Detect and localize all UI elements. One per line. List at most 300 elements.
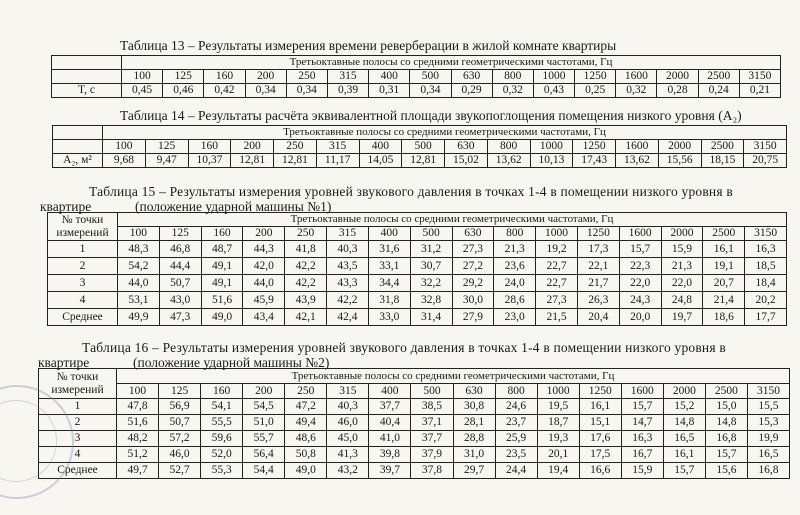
table16-row-4 (39, 447, 790, 463)
table15-cell: 15,7 (619, 241, 661, 258)
table15-freq-1000: 1000 (536, 227, 578, 241)
table16-freq-400: 400 (369, 384, 411, 399)
table16-cell: 48,6 (285, 431, 327, 447)
table15-cell: 31,6 (368, 241, 410, 258)
table16-cell: 55,5 (201, 415, 243, 431)
table16-row-label: 4 (39, 447, 117, 463)
table15-cell: 48,3 (118, 241, 160, 258)
table15-row-2 (48, 258, 787, 275)
table14-freq-row (53, 140, 787, 154)
table14-freq-125: 125 (145, 140, 188, 154)
table15-cell: 21,3 (661, 258, 703, 275)
table13-freq-100: 100 (122, 70, 163, 84)
table15-caption-line2b: (положение ударной машины №1) (135, 199, 332, 214)
table15-cell: 42,4 (327, 309, 369, 326)
table16-freq-2500: 2500 (705, 384, 747, 399)
table13-freq-2500: 2500 (698, 70, 739, 84)
table16 (38, 368, 790, 479)
table15-cell: 33,0 (368, 309, 410, 326)
table14-freq-630: 630 (445, 140, 488, 154)
table16-cell: 59,6 (201, 431, 243, 447)
table15-cell: 49,1 (201, 258, 243, 275)
table13-cell: 0,39 (327, 84, 368, 98)
table15-cell: 24,0 (494, 275, 536, 292)
table15-cell: 27,2 (452, 258, 494, 275)
table15-corner-cell: № точки измерений (48, 213, 118, 241)
table15-row-label: Среднее (48, 309, 118, 326)
table15-cell: 44,3 (243, 241, 285, 258)
table16-cell: 19,3 (537, 431, 579, 447)
table13-cell: 0,24 (698, 84, 739, 98)
table16-cell: 15,1 (579, 415, 621, 431)
table15-cell: 21,5 (536, 309, 578, 326)
table15-freq-800: 800 (494, 227, 536, 241)
table15-freq-1600: 1600 (619, 227, 661, 241)
table15-freq-125: 125 (159, 227, 201, 241)
table16-cell: 15,6 (705, 463, 747, 479)
table13-row-1 (52, 84, 781, 98)
table14 (52, 125, 787, 168)
table15-cell: 24,3 (619, 292, 661, 309)
table15-freq-315: 315 (327, 227, 369, 241)
table13-cell: 0,34 (410, 84, 451, 98)
table14-cell: 12,81 (274, 154, 317, 168)
table16-cell: 37,8 (411, 463, 453, 479)
table14-freq-160: 160 (188, 140, 231, 154)
table15-cell: 49,0 (201, 309, 243, 326)
table16-cell: 24,6 (495, 399, 537, 415)
table14-cell: 18,15 (701, 154, 744, 168)
table15-cell: 21,3 (494, 241, 536, 258)
table15-cell: 23,0 (494, 309, 536, 326)
table15-cell: 22,0 (619, 275, 661, 292)
table16-row-label: 1 (39, 399, 117, 415)
table16-cell: 16,7 (621, 447, 663, 463)
table15-row-label: 3 (48, 275, 118, 292)
table13-freq-800: 800 (492, 70, 533, 84)
table15-cell: 27,3 (452, 241, 494, 258)
table16-cell: 19,4 (537, 463, 579, 479)
table15-cell: 15,9 (661, 241, 703, 258)
table13-freq-row (52, 70, 781, 84)
table16-cell: 19,5 (537, 399, 579, 415)
table13-freq-500: 500 (410, 70, 451, 84)
table15-cell: 29,2 (452, 275, 494, 292)
table13-cell: 0,43 (533, 84, 574, 98)
table16-freq-500: 500 (411, 384, 453, 399)
table16-cell: 47,8 (117, 399, 159, 415)
table14-cell: 15,56 (658, 154, 701, 168)
table16-cell: 28,1 (453, 415, 495, 431)
table13-freq-250: 250 (286, 70, 327, 84)
table13-freq-corner (52, 70, 122, 84)
table15-cell: 18,5 (745, 258, 787, 275)
table15-freq-row (48, 227, 787, 241)
table16-cell: 23,7 (495, 415, 537, 431)
table16-cell: 37,7 (411, 431, 453, 447)
table15-freq-250: 250 (285, 227, 327, 241)
table16-freq-row (39, 384, 790, 399)
table16-cell: 40,4 (369, 415, 411, 431)
table15-cell: 49,9 (118, 309, 160, 326)
table16-cell: 17,6 (579, 431, 621, 447)
table16-row-label: 2 (39, 415, 117, 431)
table16-freq-160: 160 (201, 384, 243, 399)
table15-cell: 27,9 (452, 309, 494, 326)
table16-cell: 38,5 (411, 399, 453, 415)
table14-cell: 10,37 (188, 154, 231, 168)
table16-row-label: 3 (39, 431, 117, 447)
table16-cell: 39,8 (369, 447, 411, 463)
table15-cell: 21,4 (703, 292, 745, 309)
table16-cell: 50,7 (159, 415, 201, 431)
table14-row-label: А₂, м² (53, 154, 103, 168)
table15-row-3 (48, 275, 787, 292)
table13-cell: 0,45 (122, 84, 163, 98)
table15-cell: 42,2 (285, 275, 327, 292)
table15-cell: 41,8 (285, 241, 327, 258)
table16-cell: 55,3 (201, 463, 243, 479)
table13-freq-2000: 2000 (657, 70, 698, 84)
table15-cell: 50,7 (159, 275, 201, 292)
table14-cell: 9,47 (145, 154, 188, 168)
table15-cell: 22,7 (536, 275, 578, 292)
table15-freq-100: 100 (118, 227, 160, 241)
table15-cell: 22,3 (619, 258, 661, 275)
table15-cell: 26,3 (577, 292, 619, 309)
table15-cell: 42,0 (243, 258, 285, 275)
table16-cell: 23,5 (495, 447, 537, 463)
table16-cell: 19,9 (747, 431, 789, 447)
table14-cell: 9,68 (103, 154, 146, 168)
table14-freq-100: 100 (103, 140, 146, 154)
table14-freq-1000: 1000 (530, 140, 573, 154)
table13-freq-125: 125 (163, 70, 204, 84)
table13-cell: 0,21 (739, 84, 780, 98)
table16-cell: 16,8 (747, 463, 789, 479)
table16-cell: 29,7 (453, 463, 495, 479)
table16-cell: 41,3 (327, 447, 369, 463)
table15-cell: 17,3 (577, 241, 619, 258)
table16-cell: 46,0 (159, 447, 201, 463)
table15-freq-2000: 2000 (661, 227, 703, 241)
table15-freq-200: 200 (243, 227, 285, 241)
table15-cell: 43,0 (159, 292, 201, 309)
table13-freq-400: 400 (369, 70, 410, 84)
table16-caption-line2a: квартире (38, 355, 90, 370)
table15-row-label: 1 (48, 241, 118, 258)
table16-cell: 17,5 (579, 447, 621, 463)
table15-cell: 43,9 (285, 292, 327, 309)
table16-cell: 16,5 (663, 431, 705, 447)
table16-cell: 54,4 (243, 463, 285, 479)
table14-freq-315: 315 (316, 140, 359, 154)
table16-cell: 54,1 (201, 399, 243, 415)
table14-freq-2500: 2500 (701, 140, 744, 154)
table16-cell: 46,0 (327, 415, 369, 431)
table15-cell: 53,1 (118, 292, 160, 309)
table14-cell: 17,43 (573, 154, 616, 168)
table16-row-5 (39, 463, 790, 479)
table16-caption: Таблица 16 – Результаты измерения уровней звукового давления в точках 1-4 в помещении низкого уровня в (82, 340, 726, 355)
table16-cell: 25,9 (495, 431, 537, 447)
table16-row-3 (39, 431, 790, 447)
table16-cell: 37,1 (411, 415, 453, 431)
table16-freq-250: 250 (285, 384, 327, 399)
table13-freq-3150: 3150 (739, 70, 780, 84)
table16-cell: 52,0 (201, 447, 243, 463)
table16-row-label: Среднее (39, 463, 117, 479)
table14-freq-500: 500 (402, 140, 445, 154)
table15-cell: 31,8 (368, 292, 410, 309)
table16-cell: 51,0 (243, 415, 285, 431)
table14-caption: Таблица 14 – Результаты расчёта эквивалентной площади звукопоглощения помещения низкого уровня (А₂) (120, 108, 742, 123)
table14-freq-1250: 1250 (573, 140, 616, 154)
table13-band-header: Третьоктавные полосы со средними геометрическими частотами, Гц (122, 56, 781, 70)
table13 (51, 55, 781, 98)
table15-cell: 51,6 (201, 292, 243, 309)
table15-freq-1250: 1250 (577, 227, 619, 241)
table16-cell: 18,7 (537, 415, 579, 431)
table14-band-header-row (53, 126, 787, 140)
table16-corner-cell: № точки измерений (39, 369, 117, 399)
table15-cell: 28,6 (494, 292, 536, 309)
table15-cell: 34,4 (368, 275, 410, 292)
table16-cell: 47,2 (285, 399, 327, 415)
table15-freq-500: 500 (410, 227, 452, 241)
table15-row-1 (48, 241, 787, 258)
table16-freq-1600: 1600 (621, 384, 663, 399)
table14-cell: 15,02 (445, 154, 488, 168)
table13-cell: 0,31 (369, 84, 410, 98)
table16-row-1 (39, 399, 790, 415)
table16-cell: 24,4 (495, 463, 537, 479)
table16-cell: 31,0 (453, 447, 495, 463)
table15-cell: 16,1 (703, 241, 745, 258)
table16-cell: 16,6 (579, 463, 621, 479)
table16-cell: 51,2 (117, 447, 159, 463)
table13-freq-1250: 1250 (575, 70, 616, 84)
table15-cell: 22,1 (577, 258, 619, 275)
table14-band-header: Третьоктавные полосы со средними геометрическими частотами, Гц (103, 126, 787, 140)
table16-cell: 14,8 (663, 415, 705, 431)
table13-band-header-row (52, 56, 781, 70)
table15-cell: 20,0 (619, 309, 661, 326)
table15-cell: 30,7 (410, 258, 452, 275)
table15-cell: 40,3 (327, 241, 369, 258)
table15-cell: 44,4 (159, 258, 201, 275)
table16-freq-125: 125 (159, 384, 201, 399)
table16-cell: 45,0 (327, 431, 369, 447)
table14-freq-corner (53, 140, 103, 154)
table13-cell: 0,42 (204, 84, 245, 98)
table13-cell: 0,28 (657, 84, 698, 98)
table15-cell: 44,0 (243, 275, 285, 292)
table15-cell: 19,2 (536, 241, 578, 258)
table15-cell: 17,7 (745, 309, 787, 326)
table16-freq-315: 315 (327, 384, 369, 399)
table16-cell: 56,9 (159, 399, 201, 415)
table14-cell: 10,13 (530, 154, 573, 168)
table15-cell: 22,0 (661, 275, 703, 292)
table15-cell: 30,0 (452, 292, 494, 309)
table15-cell: 45,9 (243, 292, 285, 309)
table14-freq-800: 800 (487, 140, 530, 154)
table16-cell: 37,7 (369, 399, 411, 415)
table15-cell: 20,2 (745, 292, 787, 309)
table15-caption-line2a: квартире (40, 199, 92, 214)
table14-freq-3150: 3150 (744, 140, 787, 154)
table16-cell: 15,7 (621, 399, 663, 415)
table14-row-1 (53, 154, 787, 168)
table15-freq-2500: 2500 (703, 227, 745, 241)
table16-band-header: Третьоктавные полосы со средними геометрическими частотами, Гц (117, 369, 790, 384)
table14-cell: 12,81 (402, 154, 445, 168)
table15-cell: 20,4 (577, 309, 619, 326)
table16-cell: 40,3 (327, 399, 369, 415)
table16-cell: 15,7 (663, 463, 705, 479)
table16-cell: 15,0 (705, 399, 747, 415)
table16-freq-630: 630 (453, 384, 495, 399)
table13-cell: 0,34 (286, 84, 327, 98)
table16-cell: 49,4 (285, 415, 327, 431)
table13-caption: Таблица 13 – Результаты измерения времени реверберации в жилой комнате квартиры (120, 38, 617, 53)
table15-cell: 27,3 (536, 292, 578, 309)
table15-freq-3150: 3150 (745, 227, 787, 241)
table16-cell: 57,2 (159, 431, 201, 447)
table16-cell: 49,0 (285, 463, 327, 479)
table14-freq-250: 250 (274, 140, 317, 154)
table15-cell: 44,0 (118, 275, 160, 292)
table15-band-header-row (48, 213, 787, 227)
table16-cell: 50,8 (285, 447, 327, 463)
table15-cell: 42,1 (285, 309, 327, 326)
table15-cell: 20,7 (703, 275, 745, 292)
table14-cell: 13,62 (616, 154, 659, 168)
table14-freq-2000: 2000 (658, 140, 701, 154)
table14-freq-400: 400 (359, 140, 402, 154)
table15-cell: 19,7 (661, 309, 703, 326)
table16-cell: 15,5 (747, 399, 789, 415)
table16-cell: 14,8 (705, 415, 747, 431)
table16-cell: 43,2 (327, 463, 369, 479)
table14-cell: 13,62 (487, 154, 530, 168)
table16-freq-3150: 3150 (747, 384, 789, 399)
table15-caption: Таблица 15 – Результаты измерения уровней звукового давления в точках 1-4 в помещении низкого уровня в (89, 184, 733, 199)
table16-cell: 15,7 (705, 447, 747, 463)
table13-corner-cell (52, 56, 122, 70)
table13-freq-1000: 1000 (533, 70, 574, 84)
table14-cell: 20,75 (744, 154, 787, 168)
table16-cell: 15,3 (747, 415, 789, 431)
table16-cell: 48,2 (117, 431, 159, 447)
table15-cell: 43,4 (243, 309, 285, 326)
table15-cell: 24,8 (661, 292, 703, 309)
table15-cell: 33,1 (368, 258, 410, 275)
table16-freq-100: 100 (117, 384, 159, 399)
table14-corner-cell (53, 126, 103, 140)
table15-row-4 (48, 292, 787, 309)
table16-row-2 (39, 415, 790, 431)
table15-cell: 22,7 (536, 258, 578, 275)
table13-cell: 0,32 (616, 84, 657, 98)
table14-cell: 11,17 (316, 154, 359, 168)
table15-row-label: 4 (48, 292, 118, 309)
table16-freq-200: 200 (243, 384, 285, 399)
table15-cell: 23,6 (494, 258, 536, 275)
table16-cell: 20,1 (537, 447, 579, 463)
table16-freq-800: 800 (495, 384, 537, 399)
table13-cell: 0,34 (245, 84, 286, 98)
table15-row-5 (48, 309, 787, 326)
table16-cell: 28,8 (453, 431, 495, 447)
table16-cell: 54,5 (243, 399, 285, 415)
table16-cell: 15,9 (621, 463, 663, 479)
table15-freq-400: 400 (368, 227, 410, 241)
table13-freq-200: 200 (245, 70, 286, 84)
table15-cell: 42,2 (285, 258, 327, 275)
table15-band-header: Третьоктавные полосы со средними геометрическими частотами, Гц (118, 213, 787, 227)
table15-cell: 32,2 (410, 275, 452, 292)
table15-cell: 16,3 (745, 241, 787, 258)
table13-cell: 0,32 (492, 84, 533, 98)
table16-freq-2000: 2000 (663, 384, 705, 399)
table16-cell: 16,3 (621, 431, 663, 447)
table16-cell: 37,9 (411, 447, 453, 463)
table16-cell: 16,5 (747, 447, 789, 463)
table15-cell: 43,3 (327, 275, 369, 292)
table16-freq-1250: 1250 (579, 384, 621, 399)
table16-cell: 30,8 (453, 399, 495, 415)
table16-cell: 51,6 (117, 415, 159, 431)
table16-freq-1000: 1000 (537, 384, 579, 399)
table16-cell: 16,8 (705, 431, 747, 447)
table16-cell: 16,1 (579, 399, 621, 415)
table13-cell: 0,29 (451, 84, 492, 98)
table16-cell: 41,0 (369, 431, 411, 447)
table16-band-header-row (39, 369, 790, 384)
table13-freq-630: 630 (451, 70, 492, 84)
table16-caption-line2b: (положение ударной машины №2) (133, 355, 330, 370)
table16-cell: 52,7 (159, 463, 201, 479)
table15-cell: 18,4 (745, 275, 787, 292)
table13-freq-160: 160 (204, 70, 245, 84)
table15-cell: 18,6 (703, 309, 745, 326)
table14-freq-200: 200 (231, 140, 274, 154)
table13-freq-1600: 1600 (616, 70, 657, 84)
table15-cell: 43,5 (327, 258, 369, 275)
table16-cell: 39,7 (369, 463, 411, 479)
table15-cell: 49,1 (201, 275, 243, 292)
table15-cell: 31,4 (410, 309, 452, 326)
table15-cell: 21,7 (577, 275, 619, 292)
table15-cell: 47,3 (159, 309, 201, 326)
table13-freq-315: 315 (327, 70, 368, 84)
table15-cell: 46,8 (159, 241, 201, 258)
table15-cell: 42,2 (327, 292, 369, 309)
table15-cell: 48,7 (201, 241, 243, 258)
table15-row-label: 2 (48, 258, 118, 275)
table13-cell: 0,46 (163, 84, 204, 98)
table14-cell: 12,81 (231, 154, 274, 168)
table13-cell: 0,25 (575, 84, 616, 98)
table14-freq-1600: 1600 (616, 140, 659, 154)
table16-cell: 14,7 (621, 415, 663, 431)
table13-row-label: T, с (52, 84, 122, 98)
table15-cell: 32,8 (410, 292, 452, 309)
table15-freq-630: 630 (452, 227, 494, 241)
table15-cell: 19,1 (703, 258, 745, 275)
